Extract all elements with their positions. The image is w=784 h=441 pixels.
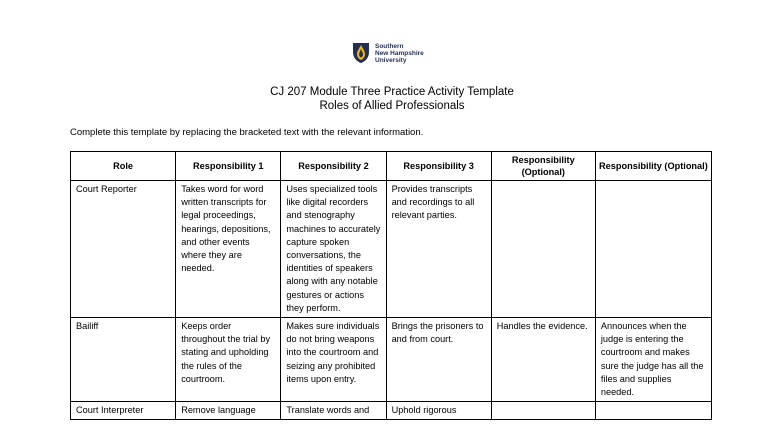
table-row — [71, 318, 712, 402]
title-line: CJ 207 Module Three Practice Activity Template — [270, 86, 514, 98]
instructions-text: Complete this template by replacing the bracketed text with the relevant information. — [70, 127, 424, 138]
cell-role[interactable]: Court Reporter — [71, 181, 176, 318]
subtitle-line: Roles of Allied Professionals — [319, 100, 465, 112]
cell-responsibility-optional-2[interactable] — [595, 181, 711, 318]
cell-responsibility-1[interactable]: Remove language — [176, 402, 281, 420]
cell-responsibility-2[interactable]: Translate words and — [281, 402, 386, 420]
logo-line-3: University — [375, 56, 407, 64]
cell-responsibility-optional-1[interactable]: Handles the evidence. — [491, 318, 595, 402]
header-responsibility-2: Responsibility 2 — [281, 152, 386, 181]
cell-responsibility-optional-2[interactable] — [595, 402, 711, 420]
cell-responsibility-2[interactable]: Makes sure individuals do not bring weapons into the courtroom and seizing any prohibited items upon entry. — [281, 318, 386, 402]
header-responsibility-optional-1: Responsibility (Optional) — [491, 152, 595, 181]
university-logo — [352, 42, 424, 64]
cell-responsibility-optional-1[interactable] — [491, 402, 595, 420]
cell-responsibility-optional-2[interactable]: Announces when the judge is entering the courtroom and makes sure the judge has all the files and supplies needed. — [595, 318, 711, 402]
header-responsibility-3: Responsibility 3 — [386, 152, 491, 181]
shield-logo-icon — [352, 42, 370, 64]
cell-responsibility-optional-1[interactable] — [491, 181, 595, 318]
logo-text — [375, 43, 424, 64]
logo-line-1: Southern — [375, 42, 404, 50]
header-role: Role — [71, 152, 176, 181]
table-row — [71, 181, 712, 318]
cell-responsibility-3[interactable]: Uphold rigorous — [386, 402, 491, 420]
cell-responsibility-3[interactable]: Brings the prisoners to and from court. — [386, 318, 491, 402]
cell-responsibility-2[interactable]: Uses specialized tools like digital recorders and stenography machines to accurately capture spoken conversations, the identities of speakers along with any notable gestures or actions they perform. — [281, 181, 386, 318]
header-responsibility-optional-2: Responsibility (Optional) — [595, 152, 711, 181]
cell-responsibility-1[interactable]: Takes word for word written transcripts for legal proceedings, hearings, depositions, and other events where they are needed. — [176, 181, 281, 318]
cell-responsibility-3[interactable]: Provides transcripts and recordings to all relevant parties. — [386, 181, 491, 318]
cell-role[interactable]: Court Interpreter — [71, 402, 176, 420]
document-title — [0, 85, 784, 113]
roles-table — [70, 151, 712, 420]
cell-role[interactable]: Bailiff — [71, 318, 176, 402]
header-responsibility-1: Responsibility 1 — [176, 152, 281, 181]
logo-line-2: New Hampshire — [375, 49, 424, 57]
cell-responsibility-1[interactable]: Keeps order throughout the trial by stating and upholding the rules of the courtroom. — [176, 318, 281, 402]
table-row — [71, 402, 712, 420]
table-header-row — [71, 152, 712, 181]
